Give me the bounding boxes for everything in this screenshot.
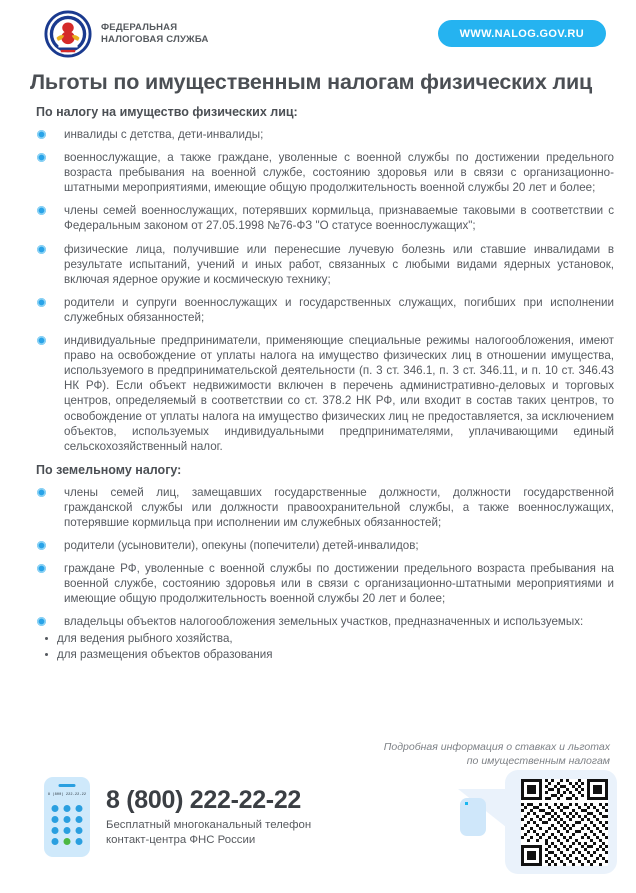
- list-item: [30, 203, 614, 233]
- bullet-dot-icon: [37, 564, 46, 573]
- sub-list-item: [42, 631, 614, 647]
- list-item-text: граждане РФ, уволенные с военной службы по достижении предельного возраста пребывания на военной службе, состоянию здоровья или в связи с организационно-штатными мероприятиями и имеющие общую продолжительность военной службы 20 лет и более;: [64, 562, 614, 606]
- brand-name: [101, 22, 209, 46]
- bullet-dot-icon: [37, 153, 46, 162]
- phone-key: [76, 805, 83, 812]
- bullet-dot-icon: [37, 617, 46, 626]
- phone-screen-text: 8 (800) 222-22-22: [47, 793, 87, 797]
- contact-block: [44, 777, 311, 857]
- page-header: [0, 0, 636, 66]
- brand-line-2: НАЛОГОВАЯ СЛУЖБА: [101, 34, 209, 45]
- phone-key: [52, 827, 59, 834]
- list-item: [30, 561, 614, 606]
- qr-block: [432, 770, 632, 890]
- contact-description-line-2: контакт-центра ФНС России: [106, 834, 256, 846]
- sub-bullet-dot-icon: [45, 653, 48, 656]
- contact-description: [106, 818, 311, 848]
- list-item-text: члены семей лиц, замещавших государственные должности, должности государственной гражданской службы или должности правоохранительной службы, а также военнослужащих, потерявшие кормильца при исполнении им служебных обязанностей;: [64, 485, 614, 529]
- more-info-note-line-1: Подробная информация о ставках и льготах: [383, 741, 610, 753]
- page-title: Льготы по имущественным налогам физических лиц: [30, 70, 593, 94]
- brand-line-1: ФЕДЕРАЛЬНАЯ: [101, 22, 178, 33]
- brand-block: [44, 10, 209, 58]
- section-heading-property-tax: По налогу на имущество физических лиц:: [36, 105, 298, 119]
- bullet-dot-icon: [37, 488, 46, 497]
- list-item-text: военнослужащие, а также граждане, уволенные с военной службы по достижении предельного возраста пребывания на военной службе, состоянию здоровья или в связи с организационно-штатными мероприятиями, имеющие общую продолжительность военной службы 20 лет и более;: [64, 151, 614, 195]
- phone-keypad: [52, 805, 83, 845]
- list-item-text: индивидуальные предприниматели, применяющие специальные режимы налогообложения, имеют право на освобождение от уплаты налога на имущество физических лиц в отношении имущества, используемого в предпринимательской деятельности (п. 3 ст. 346.1, п. 3 ст. 346.11, и п. 10 ст. 346.43 НК РФ). Если объект недвижимости включен в перечень административно-деловых и торговых центров, определяемый в соответствии со ст. 378.2 НК РФ, или входит в состав таких центров, то освобождение от уплаты налога на имущество физических лиц не предоставляется, за исключением объектов, используемых индивидуальными предпринимателями, уплачивающими единый сельскохозяйственный налог.: [64, 334, 614, 453]
- mobile-phone-icon: [44, 777, 90, 857]
- sub-list-item: [42, 647, 614, 663]
- list-item-text: инвалиды с детства, дети-инвалиды;: [64, 128, 264, 141]
- list-item-text: родители (усыновители), опекуны (попечители) детей-инвалидов;: [64, 539, 419, 553]
- list-item: [30, 295, 614, 325]
- phone-key: [76, 827, 83, 834]
- phone-call-key: [64, 838, 71, 845]
- list-item: [30, 150, 614, 195]
- qr-code[interactable]: [521, 779, 608, 866]
- phone-key: [64, 805, 71, 812]
- phone-key: [52, 816, 59, 823]
- list-item-text: физические лица, получившие или перенесшие лучевую болезнь или ставшие инвалидами в результате испытаний, учений и иных работ, связанных с любыми видами ядерных установок, включая ядерное оружие и космическую технику;: [64, 242, 614, 286]
- list-item-text: родители и супруги военнослужащих и государственных служащих, погибших при исполнении служебных обязанностей;: [64, 295, 614, 324]
- sub-list-item-text: для ведения рыбного хозяйства,: [57, 631, 233, 645]
- phone-key: [76, 838, 83, 845]
- phone-key: [64, 827, 71, 834]
- phone-key: [52, 805, 59, 812]
- list-item: [30, 242, 614, 287]
- sub-list-item-text: для размещения объектов образования: [57, 647, 273, 661]
- bullet-dot-icon: [37, 541, 46, 550]
- list-item: [30, 538, 614, 553]
- list-item: [30, 127, 614, 142]
- section-heading-land-tax: По земельному налогу:: [36, 462, 182, 477]
- svg-text:•: •: [67, 12, 69, 17]
- benefit-list-property-tax: [30, 127, 614, 454]
- more-info-note: [310, 740, 610, 768]
- list-item: [30, 485, 614, 530]
- sub-list-wrapper: [42, 631, 614, 663]
- list-item-text: члены семей военнослужащих, потерявших кормильца, признаваемые таковыми в соответствии с Федеральным законом от 27.05.1998 №76-ФЗ "О статусе военнослужащих";: [64, 204, 614, 233]
- page-footer: [0, 735, 636, 893]
- bullet-dot-icon: [37, 245, 46, 254]
- sub-benefit-list: [42, 631, 614, 663]
- list-item: [30, 333, 614, 454]
- more-info-note-line-2: по имущественным налогам: [466, 755, 610, 767]
- website-button[interactable]: WWW.NALOG.GOV.RU: [438, 20, 606, 47]
- contact-phone-number: 8 (800) 222-22-22: [106, 786, 302, 814]
- benefit-list-land-tax: [30, 485, 614, 663]
- qr-chip-dot: [465, 802, 468, 805]
- phone-key: [64, 816, 71, 823]
- bullet-dot-icon: [37, 206, 46, 215]
- sub-bullet-dot-icon: [45, 637, 48, 640]
- list-item-text: владельцы объектов налогообложения земельных участков, предназначенных и используемых:: [64, 615, 584, 629]
- list-item: [30, 614, 614, 662]
- bullet-dot-icon: [37, 336, 46, 345]
- contact-text: [106, 786, 311, 848]
- contact-description-line-1: Бесплатный многоканальный телефон: [106, 819, 312, 831]
- bullet-dot-icon: [37, 130, 46, 139]
- qr-chip-decor: [460, 798, 486, 836]
- phone-speaker: [59, 784, 76, 787]
- content-area: [0, 96, 636, 663]
- phone-key: [52, 838, 59, 845]
- bullet-dot-icon: [37, 298, 46, 307]
- federal-tax-service-emblem-icon: [44, 10, 92, 58]
- phone-key: [76, 816, 83, 823]
